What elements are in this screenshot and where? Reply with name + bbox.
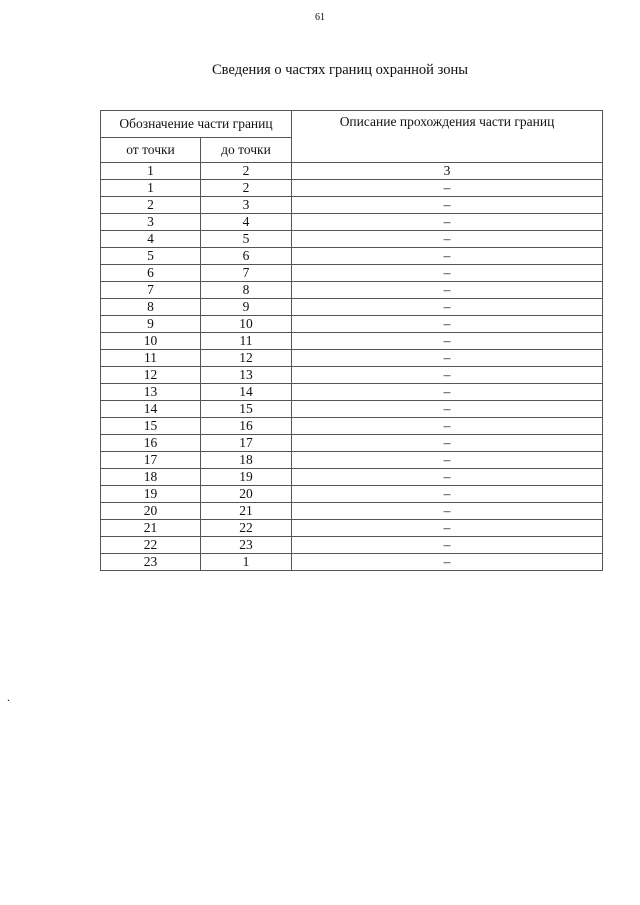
header-to-point: до точки: [201, 138, 292, 163]
description-cell: –: [292, 350, 603, 367]
table-row: [101, 231, 603, 248]
to-point-cell: 14: [201, 384, 292, 401]
table-row: [101, 316, 603, 333]
table-row: [101, 452, 603, 469]
to-point-cell: 6: [201, 248, 292, 265]
description-cell: –: [292, 265, 603, 282]
from-point-cell: 20: [101, 503, 201, 520]
table-row: [101, 282, 603, 299]
to-point-cell: 7: [201, 265, 292, 282]
to-point-cell: 10: [201, 316, 292, 333]
column-number-3: 3: [292, 163, 603, 180]
to-point-cell: 19: [201, 469, 292, 486]
to-point-cell: 12: [201, 350, 292, 367]
description-cell: –: [292, 520, 603, 537]
from-point-cell: 18: [101, 469, 201, 486]
from-point-cell: 1: [101, 180, 201, 197]
table-row: [101, 367, 603, 384]
from-point-cell: 6: [101, 265, 201, 282]
from-point-cell: 7: [101, 282, 201, 299]
to-point-cell: 5: [201, 231, 292, 248]
from-point-cell: 23: [101, 554, 201, 571]
table-row: [101, 197, 603, 214]
to-point-cell: 23: [201, 537, 292, 554]
description-cell: –: [292, 299, 603, 316]
to-point-cell: 2: [201, 180, 292, 197]
to-point-cell: 11: [201, 333, 292, 350]
from-point-cell: 21: [101, 520, 201, 537]
table-row: [101, 520, 603, 537]
to-point-cell: 13: [201, 367, 292, 384]
from-point-cell: 14: [101, 401, 201, 418]
to-point-cell: 21: [201, 503, 292, 520]
column-number-2: 2: [201, 163, 292, 180]
from-point-cell: 4: [101, 231, 201, 248]
description-cell: –: [292, 469, 603, 486]
description-cell: –: [292, 435, 603, 452]
description-cell: –: [292, 214, 603, 231]
description-cell: –: [292, 401, 603, 418]
to-point-cell: 18: [201, 452, 292, 469]
to-point-cell: 3: [201, 197, 292, 214]
description-cell: –: [292, 180, 603, 197]
to-point-cell: 8: [201, 282, 292, 299]
table-row: [101, 469, 603, 486]
table-row: [101, 418, 603, 435]
table-row: [101, 554, 603, 571]
boundary-parts-table: [100, 110, 603, 571]
to-point-cell: 1: [201, 554, 292, 571]
description-cell: –: [292, 282, 603, 299]
to-point-cell: 16: [201, 418, 292, 435]
description-cell: –: [292, 384, 603, 401]
description-cell: –: [292, 486, 603, 503]
description-cell: –: [292, 367, 603, 384]
document-title: Сведения о частях границ охранной зоны: [212, 62, 468, 78]
to-point-cell: 4: [201, 214, 292, 231]
table-row: [101, 214, 603, 231]
from-point-cell: 5: [101, 248, 201, 265]
from-point-cell: 10: [101, 333, 201, 350]
description-cell: –: [292, 333, 603, 350]
from-point-cell: 11: [101, 350, 201, 367]
table-row: [101, 180, 603, 197]
from-point-cell: 2: [101, 197, 201, 214]
table-body: [101, 180, 603, 571]
from-point-cell: 9: [101, 316, 201, 333]
description-cell: –: [292, 418, 603, 435]
description-cell: –: [292, 537, 603, 554]
from-point-cell: 16: [101, 435, 201, 452]
to-point-cell: 9: [201, 299, 292, 316]
column-number-1: 1: [101, 163, 201, 180]
description-cell: –: [292, 197, 603, 214]
table-row: [101, 503, 603, 520]
description-cell: –: [292, 248, 603, 265]
from-point-cell: 22: [101, 537, 201, 554]
to-point-cell: 17: [201, 435, 292, 452]
table-row: [101, 350, 603, 367]
table-row: [101, 265, 603, 282]
table-row: [101, 435, 603, 452]
table-row: [101, 537, 603, 554]
description-cell: –: [292, 316, 603, 333]
table-row: [101, 384, 603, 401]
from-point-cell: 13: [101, 384, 201, 401]
page-number: 61: [315, 12, 325, 23]
table-row: [101, 248, 603, 265]
from-point-cell: 15: [101, 418, 201, 435]
to-point-cell: 22: [201, 520, 292, 537]
from-point-cell: 17: [101, 452, 201, 469]
to-point-cell: 20: [201, 486, 292, 503]
table-row: [101, 486, 603, 503]
from-point-cell: 8: [101, 299, 201, 316]
from-point-cell: 3: [101, 214, 201, 231]
from-point-cell: 19: [101, 486, 201, 503]
from-point-cell: 12: [101, 367, 201, 384]
description-cell: –: [292, 554, 603, 571]
header-description: Описание прохождения части границ: [292, 111, 603, 163]
table-row: [101, 333, 603, 350]
header-from-point: от точки: [101, 138, 201, 163]
table-row: [101, 299, 603, 316]
description-cell: –: [292, 231, 603, 248]
stray-mark: .: [7, 690, 10, 704]
header-boundary-designation: Обозначение части границ: [101, 111, 292, 138]
description-cell: –: [292, 503, 603, 520]
description-cell: –: [292, 452, 603, 469]
table-row: [101, 401, 603, 418]
to-point-cell: 15: [201, 401, 292, 418]
